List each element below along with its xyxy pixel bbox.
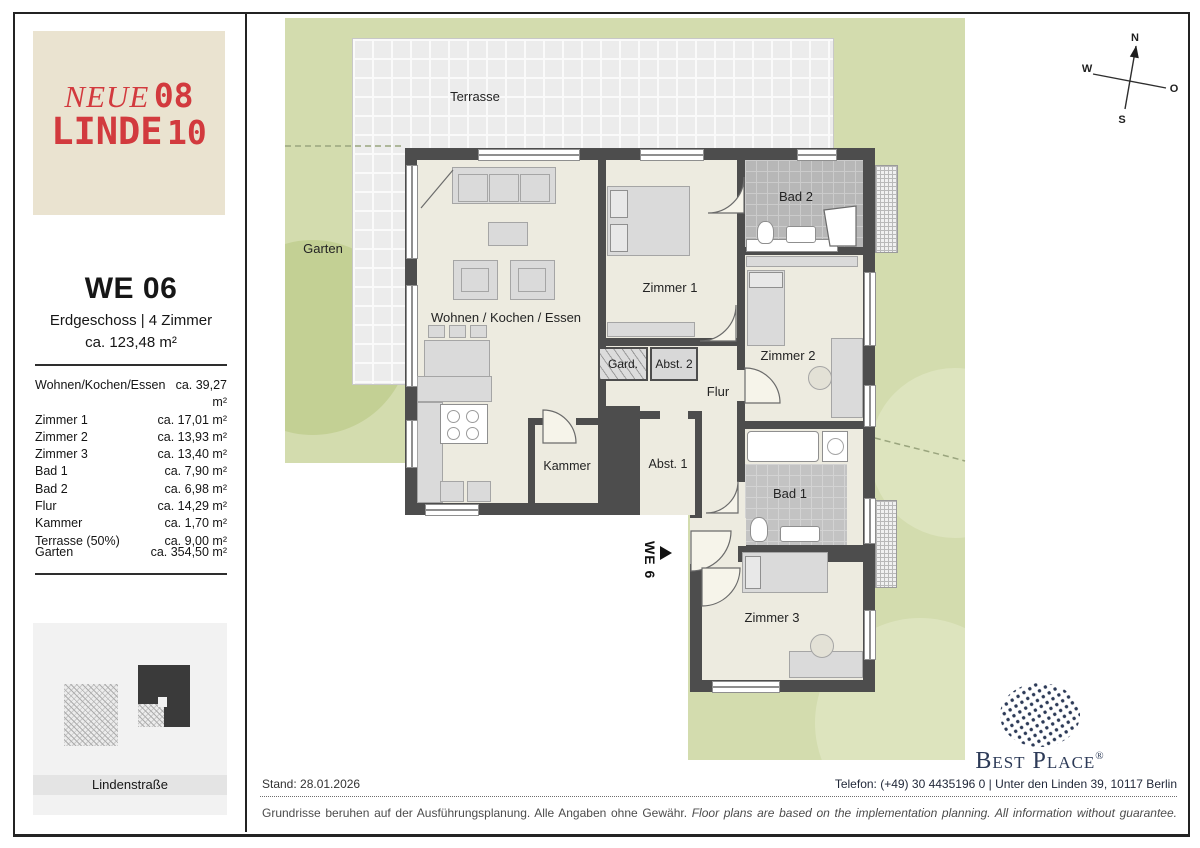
compass-o: O: [1169, 83, 1179, 95]
property-dashed-line: [875, 438, 965, 461]
project-logo: [33, 31, 225, 215]
area-table-row: [35, 377, 227, 412]
garten-label: Garten: [303, 241, 343, 256]
room-name: Bad 1: [35, 464, 68, 479]
room-area: ca. 14,29 m²: [157, 499, 227, 514]
entrance-marker: WE 6: [642, 540, 658, 580]
zimmer1-label: Zimmer 1: [642, 280, 698, 295]
area-table-row: [35, 498, 227, 515]
area-table-row: [35, 429, 227, 446]
registered-mark: ®: [1095, 750, 1105, 762]
abst2-label: Abst. 2: [655, 357, 693, 371]
unit-title: WE 06: [84, 272, 178, 305]
abst1-label: Abst. 1: [648, 457, 688, 471]
room-name: Zimmer 1: [35, 412, 88, 427]
site-building-notch: [158, 697, 167, 707]
compass-icon: [1082, 28, 1192, 128]
door-arc: [706, 481, 738, 513]
door-arc: [700, 305, 736, 341]
brand-name: [950, 748, 1130, 775]
stand-date: Stand: 28.01.2026: [262, 777, 361, 791]
room-area: ca. 6,98 m²: [164, 481, 227, 496]
door-arc: [708, 177, 744, 213]
door-arc: [543, 410, 576, 443]
room-area: ca. 1,70 m²: [164, 516, 227, 531]
room-name: Zimmer 3: [35, 447, 88, 462]
garten-row: [35, 545, 227, 559]
area-table-row: [35, 481, 227, 498]
bad2-label: Bad 2: [779, 189, 813, 204]
entrance-door-arc: [691, 531, 731, 571]
area-table-row: [35, 446, 227, 463]
unit-subtitle: Erdgeschoss | 4 Zimmer: [49, 312, 213, 329]
garten-name: Garten: [35, 545, 74, 559]
room-area: ca. 7,90 m²: [164, 464, 227, 479]
rule-top: [35, 364, 227, 366]
room-name: Bad 2: [35, 481, 68, 496]
room-area: ca. 9,00 m²: [164, 533, 227, 548]
rule-bottom: [35, 573, 227, 575]
area-table: [35, 377, 227, 550]
area-table-row: [35, 412, 227, 429]
room-name: Terrasse (50%): [35, 533, 120, 548]
door-arc: [702, 568, 740, 606]
logo-word-neue: NEUE: [64, 79, 150, 114]
disclaimer-en: Floor plans are based on the implementation planning. All information without guarantee.: [691, 806, 1177, 820]
disclaimer-de: Grundrisse beruhen auf der Ausführungsplanung. Alle Angaben ohne Gewähr.: [262, 806, 688, 820]
dotted-separator: [260, 796, 1177, 797]
zimmer2-label: Zimmer 2: [760, 348, 816, 363]
disclaimer: [262, 806, 1177, 820]
unit-total-area: ca. 123,48 m²: [85, 334, 177, 351]
site-building-dark-hatch: [138, 704, 164, 727]
contact-line: Telefon: (+49) 30 4435196 0 | Unter den Linden 39, 10117 Berlin: [834, 777, 1177, 791]
logo-word-linde: LINDE: [51, 109, 163, 153]
logo-num-10: 10: [167, 112, 207, 152]
compass-n: N: [1131, 32, 1139, 44]
logo-num-08: 08: [153, 76, 194, 115]
bad1-label: Bad 1: [773, 486, 807, 501]
room-area: ca. 13,93 m²: [157, 429, 227, 444]
room-name: Flur: [35, 499, 57, 514]
kammer-label: Kammer: [543, 459, 591, 473]
compass-s: S: [1118, 114, 1126, 126]
garten-area: ca. 354,50 m²: [150, 545, 227, 559]
brand-name-text: Best Place: [975, 748, 1096, 774]
logo-line2: [33, 109, 225, 153]
wohnen-label: Wohnen / Kochen / Essen: [430, 310, 582, 325]
site-building-hatched: [64, 684, 118, 746]
area-table-row: [35, 463, 227, 480]
room-name: Kammer: [35, 516, 83, 531]
flur-label: Flur: [706, 384, 730, 399]
compass-w: W: [1082, 63, 1093, 75]
sidebar-divider: [245, 12, 247, 832]
best-place-logo-icon: [998, 682, 1082, 748]
room-area: ca. 39,27 m²: [175, 378, 227, 410]
shower: [824, 206, 856, 246]
logo-line1: [33, 76, 225, 115]
gard-label: Gard.: [607, 357, 638, 371]
zimmer3-label: Zimmer 3: [744, 610, 800, 625]
street-label: Lindenstraße: [33, 775, 227, 795]
door-arc: [745, 368, 780, 403]
room-area: ca. 13,40 m²: [157, 447, 227, 462]
terrasse-label: Terrasse: [450, 89, 500, 104]
room-name: Zimmer 2: [35, 429, 88, 444]
area-table-row: [35, 515, 227, 532]
entrance-arrow-icon: [660, 546, 672, 560]
room-name: Wohnen/Kochen/Essen: [35, 378, 166, 392]
terrace-door-line: [421, 170, 453, 208]
room-area: ca. 17,01 m²: [157, 412, 227, 427]
